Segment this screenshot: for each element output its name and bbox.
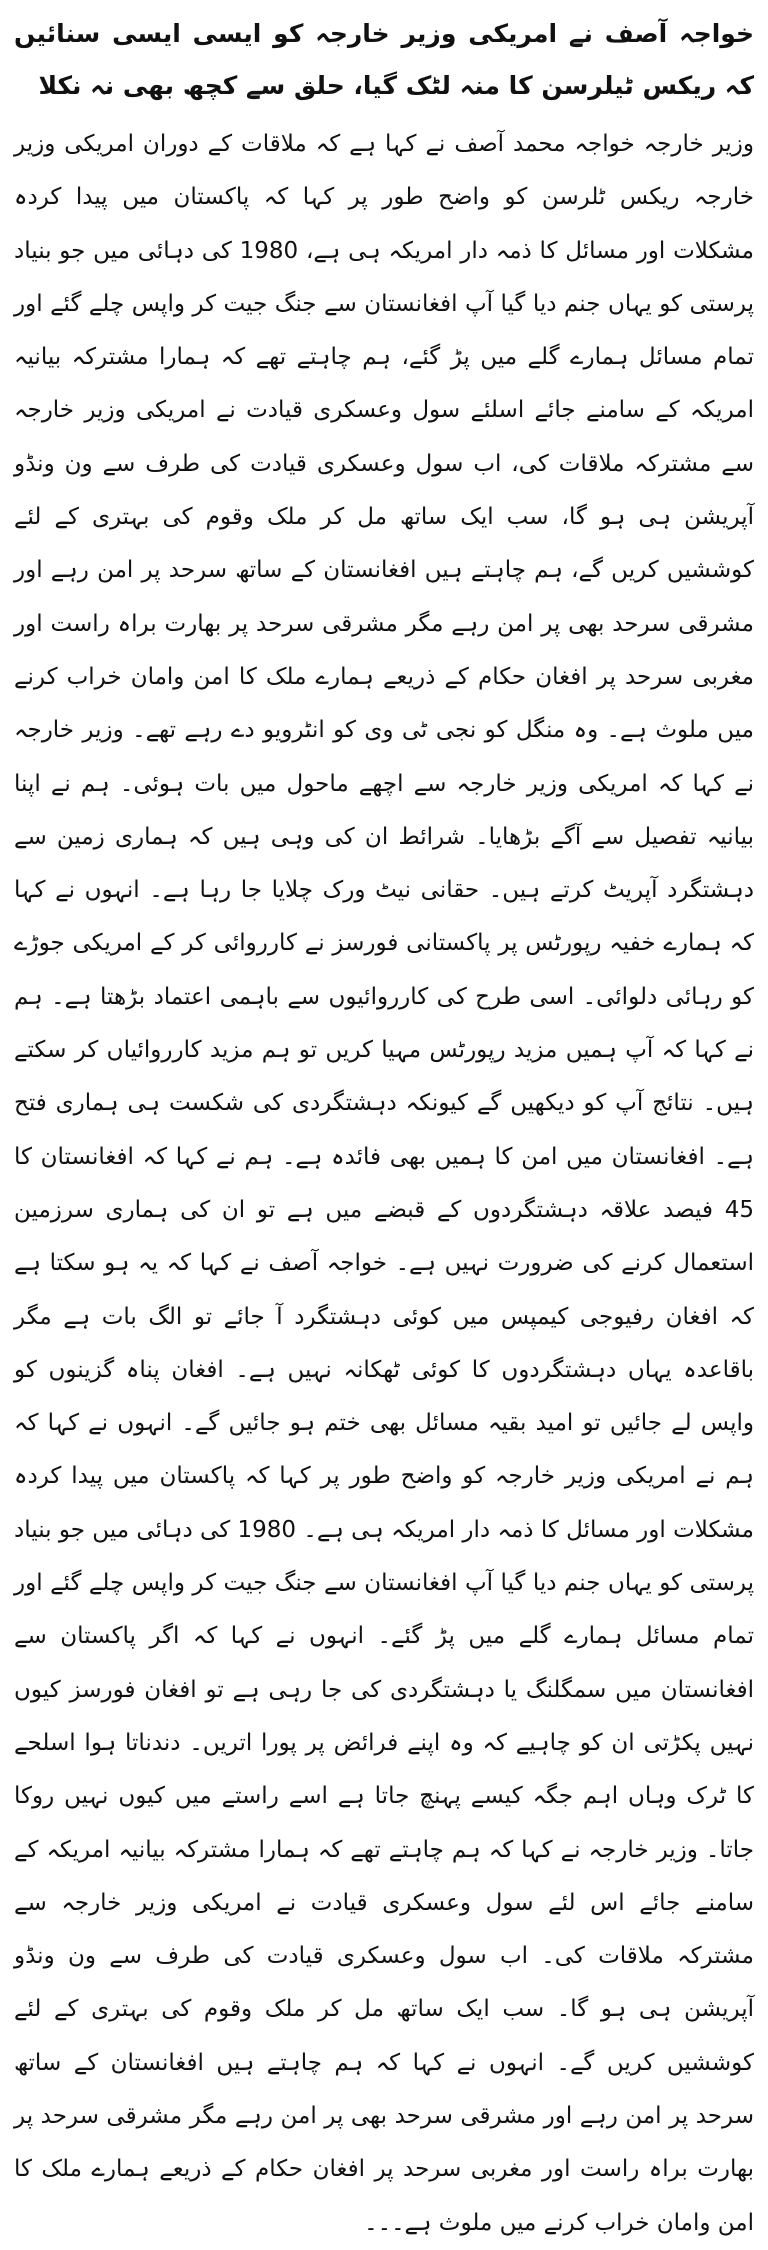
article-body: وزیر خارجہ خواجہ محمد آصف نے کہا ہے کہ ملاقات کے دوران امریکی وزیر خارجہ ریکس ٹلرسن کو واضح طور پر کہا کہ پاکستان میں پیدا کردہ مشکلات اور مسائل کا ذمہ دار امریکہ ہی ہے، 1980 کی دہائی میں جو بنیاد پرستی کو یہاں جنم دیا گیا آپ افغانستان سے جنگ جیت کر واپس چلے گئے اور تمام مسائل ہمارے گلے میں پڑ گئے، ہم چاہتے تھے کہ ہمارا مشترکہ بیانیہ امریکہ کے سامنے جائے اسلئے سول وعسکری قیادت نے امریکی وزیر خارجہ سے مشترکہ ملاقات کی، اب سول وعسکری قیادت کی طرف سے ون ونڈو آپریشن ہی ہو گا، سب ایک ساتھ مل کر ملک وقوم کی بہتری کے لئے کوششیں کریں گے، ہم چاہتے ہیں افغانستان کے ساتھ سرحد پر امن رہے اور مشرقی سرحد بھی پر امن رہے مگر مشرقی سرحد پر بھارت براہ راست اور مغربی سرحد پر افغان حکام کے ذریعے ہمارے ملک کا امن وامان خراب کرنے میں ملوث ہے۔ وہ منگل کو نجی ٹی وی کو انٹرویو دے رہے تھے۔ وزیر خارجہ نے کہا کہ امریکی وزیر خارجہ سے اچھے ماحول میں بات ہوئی۔ ہم نے اپنا بیانیہ تفصیل سے آگے بڑھایا۔ شرائط ان کی وہی ہیں کہ ہماری زمین سے دہشتگرد آپریٹ کرتے ہیں۔ حقانی نیٹ ورک چلایا جا رہا ہے۔ انہوں نے کہا کہ ہمارے خفیہ رپورٹس پر پاکستانی فورسز نے کارروائی کر کے امریکی جوڑے کو رہائی دلوائی۔ اسی طرح کی کارروائیوں سے باہمی اعتماد بڑھتا ہے۔ ہم نے کہا کہ آپ ہمیں مزید رپورٹس مہیا کریں تو ہم مزید کارروائیاں کر سکتے ہیں۔ نتائج آپ کو دیکھیں گے کیونکہ دہشتگردی کی شکست ہی ہماری فتح ہے۔ افغانستان میں امن کا ہمیں بھی فائدہ ہے۔ ہم نے کہا کہ افغانستان کا 45 فیصد علاقہ دہشتگردوں کے قبضے میں ہے تو ان کی ہماری سرزمین استعمال کرنے کی ضرورت نہیں ہے۔ خواجہ آصف نے کہا کہ یہ ہو سکتا ہے کہ افغان رفیوجی کیمپس میں کوئی دہشتگرد آ جائے تو الگ بات ہے مگر باقاعدہ یہاں دہشتگردوں کا کوئی ٹھکانہ نہیں ہے۔ افغان پناہ گزینوں کو واپس لے جائیں تو امید بقیہ مسائل بھی ختم ہو جائیں گے۔ انہوں نے کہا کہ ہم نے امریکی وزیر خارجہ کو واضح طور پر کہا کہ پاکستان میں پیدا کردہ مشکلات اور مسائل کا ذمہ دار امریکہ ہی ہے۔ 1980 کی دہائی میں جو بنیاد پرستی کو یہاں جنم دیا گیا آپ افغانستان سے جنگ جیت کر واپس چلے گئے اور تمام مسائل ہمارے گلے میں پڑ گئے۔ انہوں نے کہا کہ اگر پاکستان سے افغانستان میں سمگلنگ یا دہشتگردی کی جا رہی ہے تو افغان فورسز کیوں نہیں پکڑتی ان کو چاہیے کہ وہ اپنے فرائض پر پورا اتریں۔ دندناتا ہوا اسلحے کا ٹرک وہاں اہم جگہ کیسے پہنچ جاتا ہے اسے راستے میں کیوں نہیں روکا جاتا۔ وزیر خارجہ نے کہا کہ ہم چاہتے تھے کہ ہمارا مشترکہ بیانیہ امریکہ کے سامنے جائے اس لئے سول وعسکری قیادت نے امریکی وزیر خارجہ سے مشترکہ ملاقات کی۔ اب سول وعسکری قیادت کی طرف سے ون ونڈو آپریشن ہی ہو گا۔ سب ایک ساتھ مل کر ملک وقوم کی بہتری کے لئے کوششیں کریں گے۔ انہوں نے کہا کہ ہم چاہتے ہیں افغانستان کے ساتھ سرحد پر امن رہے اور مشرقی سرحد بھی پر امن رہے مگر مشرقی سرحد پر بھارت براہ راست اور مغربی سرحد پر افغان حکام کے ذریعے ہمارے ملک کا امن وامان خراب کرنے میں ملوث ہے۔۔۔ [14, 131, 754, 2236]
article-headline: خواجہ آصف نے امریکی وزیر خارجہ کو ایسی ایسی سنائیں کہ ریکس ٹیلرسن کا منہ لٹک گیا، حلق سے کچھ بھی نہ نکلا [14, 19, 754, 100]
